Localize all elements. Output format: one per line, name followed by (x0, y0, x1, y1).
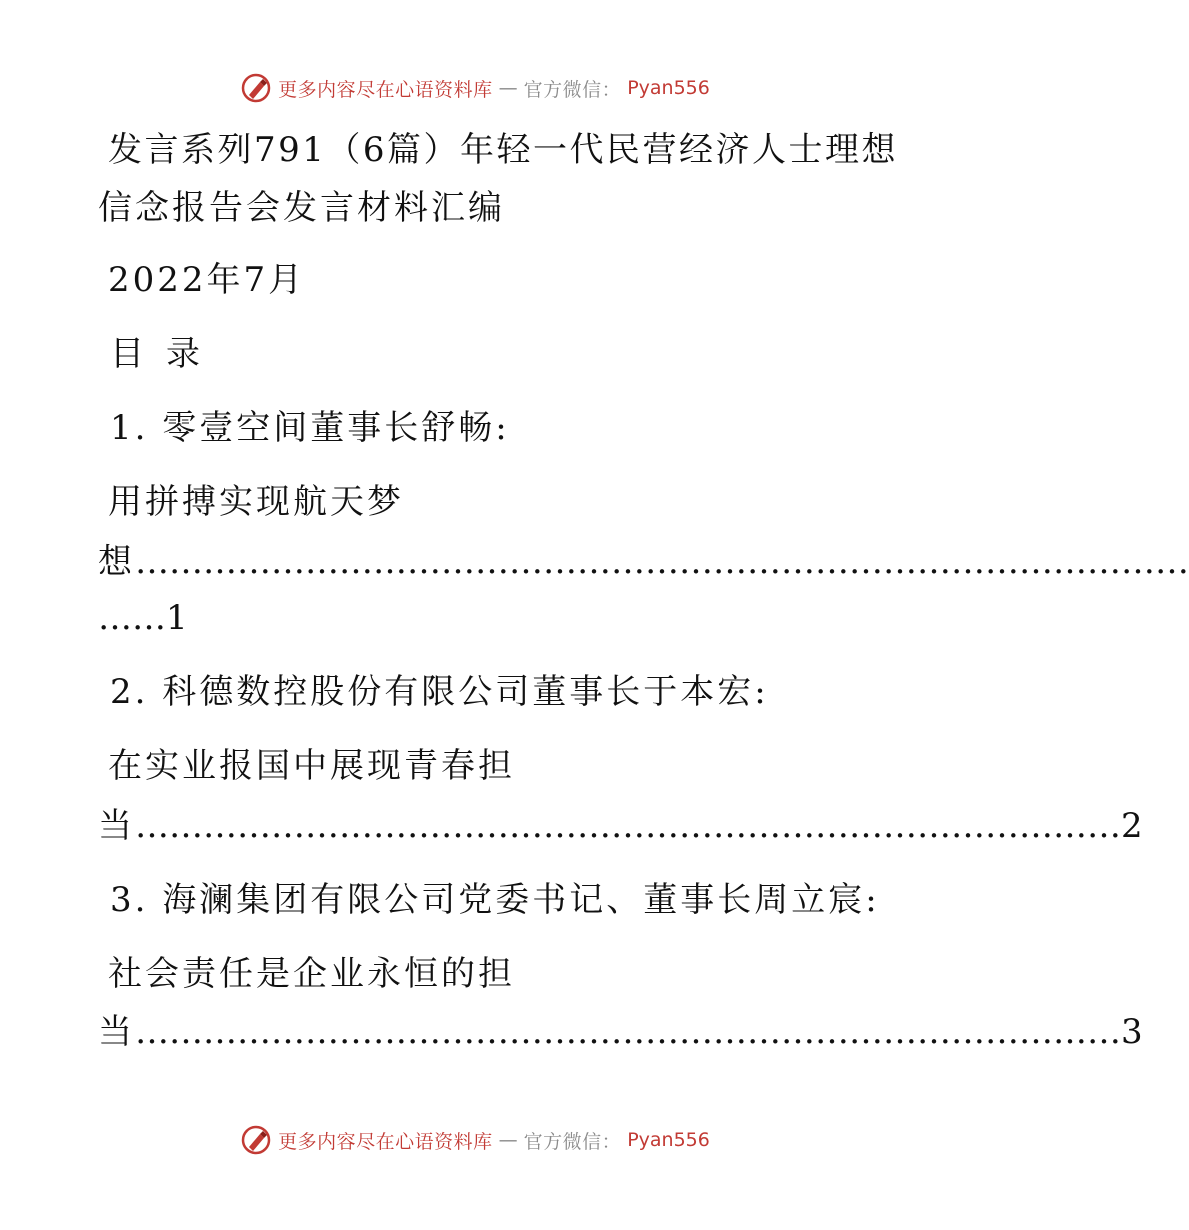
watermark-wechat-id: Pyan556 (627, 1129, 710, 1151)
toc-item-2-leader (98, 806, 1143, 846)
toc-heading-right: 录 (166, 334, 206, 374)
toc-item-2-subtitle: 在实业报国中展现青春担 (108, 746, 515, 786)
toc-item-3-leader (98, 1012, 1143, 1052)
document-title-line-2: 信念报告会发言材料汇编 (98, 188, 505, 228)
watermark-main-text: 更多内容尽在心语资料库 (278, 1130, 493, 1153)
toc-item-2-heading: 2. 科德数控股份有限公司董事长于本宏: (110, 672, 769, 712)
toc-heading (110, 334, 206, 374)
toc-item-2-dots: ……………………………………………………………………………2 (135, 806, 1143, 846)
watermark-wechat-id: Pyan556 (627, 77, 710, 99)
pen-logo-icon (240, 72, 272, 104)
watermark-tail-text: 官方微信： (523, 1130, 622, 1153)
footer-watermark (0, 1124, 950, 1156)
toc-item-1-dots: ………………………………………………………………………………… (135, 542, 1189, 582)
toc-item-1-subtitle: 用拼搏实现航天梦 (108, 482, 404, 522)
watermark-separator: — (498, 1129, 518, 1151)
watermark-tail-text: 官方微信： (523, 78, 622, 101)
toc-item-3-heading: 3. 海澜集团有限公司党委书记、董事长周立宸: (110, 880, 880, 920)
watermark-main-text: 更多内容尽在心语资料库 (278, 78, 493, 101)
watermark-separator: — (498, 77, 518, 99)
toc-item-3-dots: ……………………………………………………………………………3 (135, 1012, 1143, 1052)
header-watermark (0, 72, 950, 104)
document-title-line-1: 发言系列791（6篇）年轻一代民营经济人士理想 (108, 130, 899, 170)
pen-logo-icon (240, 1124, 272, 1156)
toc-item-1-leader (98, 542, 1189, 582)
toc-item-2-last-char: 当 (98, 806, 135, 846)
toc-heading-left: 目 (110, 334, 150, 374)
toc-item-3-last-char: 当 (98, 1012, 135, 1052)
toc-item-1-heading: 1. 零壹空间董事长舒畅: (110, 408, 510, 448)
toc-item-3-subtitle: 社会责任是企业永恒的担 (108, 954, 515, 994)
toc-item-1-last-char: 想 (98, 542, 135, 582)
toc-item-1-page-continuation: ……1 (98, 598, 188, 638)
document-date: 2022年7月 (108, 260, 306, 300)
